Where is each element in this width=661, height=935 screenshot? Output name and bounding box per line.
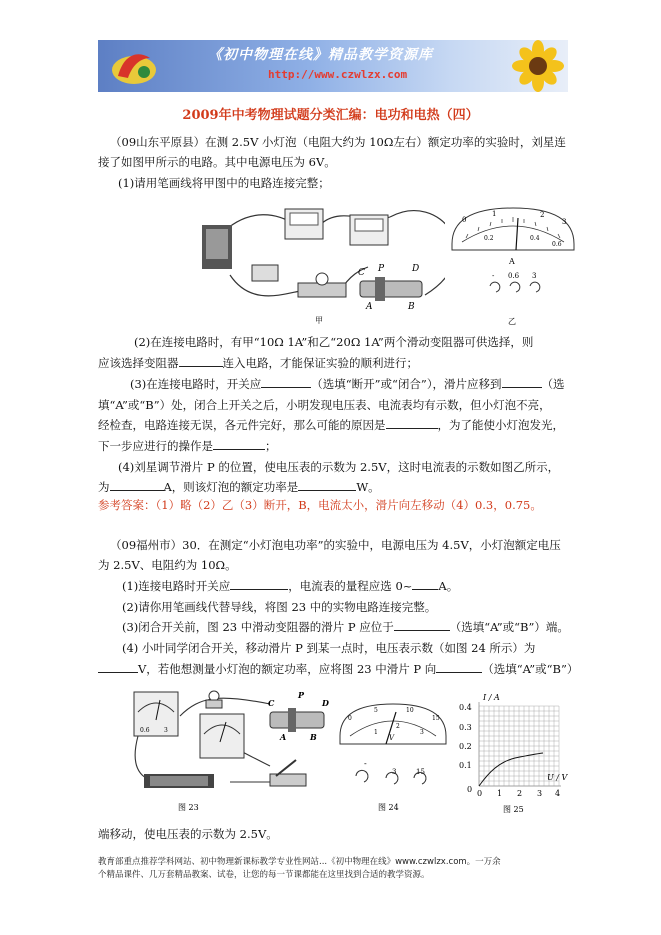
- banner-url[interactable]: http://www.czwlzx.com: [268, 68, 408, 81]
- q1-part3-line4: 下一步应进行的操作是 ；: [98, 439, 277, 453]
- fig25-xtick-1: 1: [497, 789, 503, 798]
- terminal-3: 3: [532, 272, 537, 280]
- q2-part2: (2)请你用笔画线代替导线，将图 23 中的实物电路连接完整。: [122, 600, 437, 614]
- fig23-circuit: [120, 686, 340, 814]
- ammeter-scale-06: 0.6: [552, 241, 562, 248]
- ammeter-scale-2: 2: [540, 211, 545, 219]
- fig-yi-label: 乙: [508, 317, 516, 326]
- fig23-label-a: A: [280, 732, 287, 742]
- q1-part3-line2: 填“A”或“B”）处，闭合上开关之后，小明发现电压表、电流表均有示数，但小灯泡不亮，: [98, 398, 551, 412]
- fig23-caption: 图 23: [178, 803, 199, 812]
- fig24-voltmeter: [334, 696, 452, 814]
- slider-label-b: B: [408, 302, 415, 312]
- rheostat: [360, 281, 422, 297]
- fig24-scale-10: 10: [406, 707, 414, 714]
- fig23-switch: [270, 774, 306, 786]
- switch: [252, 265, 278, 281]
- fig25-xlabel: U / V: [547, 773, 568, 782]
- fig25-xtick-4: 4: [555, 789, 561, 798]
- ammeter-scale-04: 0.4: [530, 235, 540, 242]
- ammeter-unit: A: [509, 257, 515, 266]
- fig24-scale-2: 2: [396, 723, 400, 730]
- site-logo-icon: [104, 44, 164, 88]
- fig24-scale-0: 0: [348, 715, 352, 722]
- q1-part1: (1)请用笔画线将甲图中的电路连接完整；: [118, 176, 330, 190]
- footer-line1: 教育部重点推荐学科网站、初中物理新课标教学专业性网站...《初中物理在线》www.czwlzx.com。一万余: [98, 857, 501, 867]
- ammeter-scale-3: 3: [562, 218, 567, 226]
- fig25-ylabel: I / A: [483, 693, 500, 702]
- ammeter-scale-1: 1: [492, 210, 497, 218]
- slider-label-p: P: [378, 264, 385, 274]
- fig-jia-label: 甲: [315, 316, 323, 325]
- q2-part4-line2: V，若他想测量小灯泡的额定功率，应将图 23 中滑片 P 向 （选填“A”或“B”）: [98, 661, 578, 677]
- q1-part2-line2: 应该选择变阻器 连入电路，才能保证实验的顺利进行；: [98, 356, 418, 370]
- fig25-ytick-04: 0.4: [459, 703, 472, 712]
- fig24-scale-5: 5: [374, 707, 378, 714]
- q2-part3: (3)闭合开关前，图 23 中滑动变阻器的滑片 P 应位于 （选填“A”或“B”）端。: [122, 620, 569, 634]
- terminal-neg: -: [492, 272, 495, 280]
- q2-intro-line2: 为 2.5V、电阻约为 10Ω。: [98, 558, 237, 572]
- fig25-xtick-0: 0: [477, 789, 483, 798]
- fig24-terminal-3: 3: [392, 768, 397, 776]
- fig23-ammeter-tick-06: 0.6: [140, 727, 150, 734]
- slider-label-c: C: [358, 268, 365, 278]
- q1-circuit-figure: [190, 195, 445, 330]
- q1-part3-line3: 经检查，电路连接无误，各元件完好，那么可能的原因是 ，为了能使小灯泡发光，: [98, 418, 564, 432]
- fig25-ytick-0: 0: [467, 785, 473, 794]
- slider-label-a: A: [366, 302, 373, 312]
- fig23-rheostat: [270, 712, 324, 728]
- sunflower-icon: [508, 40, 568, 92]
- lamp: [316, 273, 328, 285]
- ammeter-scale-02: 0.2: [484, 235, 494, 242]
- fig24-scale-1: 1: [374, 729, 378, 736]
- banner-title: 《初中物理在线》精品教学资源库: [208, 47, 433, 63]
- page-title: 2009年中考物理试题分类汇编：电功和电热（四）: [182, 108, 479, 123]
- fig23-label-c: C: [268, 698, 275, 708]
- q1-part2-line1: (2)在连接电路时，有甲“10Ω 1A”和乙“20Ω 1A”两个滑动变阻器可供选择，则: [134, 335, 534, 349]
- q2-intro-line1: （09福州市）30．在测定“小灯泡电功率”的实验中，电源电压为 4.5V，小灯泡额定电压: [110, 538, 561, 552]
- q1-answer: 参考答案：（1）略（2）乙（3）断开，B，电流太小，滑片向左移动（4）0.3，0.75。: [98, 498, 542, 512]
- q2-part4-line3: 端移动，使电压表的示数为 2.5V。: [98, 827, 278, 841]
- q2-part4-line1: (4) 小叶同学闭合开关，移动滑片 P 到某一点时，电压表示数（如图 24 所示）为: [122, 641, 536, 655]
- fig23-label-d: D: [322, 698, 329, 708]
- fig24-scale-3: 3: [420, 729, 424, 736]
- page-footer: [98, 856, 568, 882]
- q1-ammeter-figure: [448, 202, 578, 328]
- fig25-xtick-3: 3: [537, 789, 543, 798]
- fig25-xtick-2: 2: [517, 789, 523, 798]
- footer-line2: 个精品课件、几万套精品教案、试卷，让您的每一节课都能在这里找到合适的教学资源。: [98, 870, 430, 880]
- fig25-graph: [455, 688, 575, 814]
- q1-part3-line1: (3)在连接电路时，开关应 （选填“断开”或“闭合”），滑片应移到 （选: [130, 377, 565, 391]
- fig25-ytick-02: 0.2: [459, 742, 472, 751]
- fig25-caption: 图 25: [503, 805, 524, 814]
- fig23-label-p: P: [298, 690, 305, 700]
- fig24-caption: 图 24: [378, 803, 399, 812]
- q1-part4-line2: 为 A，则该灯泡的额定功率是 W。: [98, 480, 380, 494]
- fig24-unit: V: [389, 734, 395, 742]
- q1-part4-line1: (4)刘星调节滑片 P 的位置，使电压表的示数为 2.5V，这时电流表的示数如图乙所示，: [118, 460, 560, 474]
- fig23-label-b: B: [310, 732, 317, 742]
- fig23-ammeter-tick-3: 3: [164, 727, 168, 734]
- terminal-06: 0.6: [508, 272, 520, 280]
- site-banner: [98, 40, 568, 92]
- slider-label-d: D: [412, 264, 420, 274]
- ammeter-scale-0: 0: [462, 216, 467, 224]
- fig25-ytick-03: 0.3: [459, 723, 472, 732]
- q1-intro-line2: 接了如图甲所示的电路。其中电源电压为 6V。: [98, 155, 336, 169]
- fig24-terminal-neg: -: [364, 759, 367, 768]
- q2-part1: (1)连接电路时开关应 ，电流表的量程应选 0~ A。: [122, 579, 459, 593]
- fig24-terminal-15: 15: [416, 768, 425, 776]
- fig24-scale-15: 15: [432, 715, 440, 722]
- q1-intro-line1: （09山东平原县）在测 2.5V 小灯泡（电阻大约为 10Ω左右）额定功率的实验时，刘星连: [110, 135, 566, 149]
- fig25-ytick-01: 0.1: [459, 761, 472, 770]
